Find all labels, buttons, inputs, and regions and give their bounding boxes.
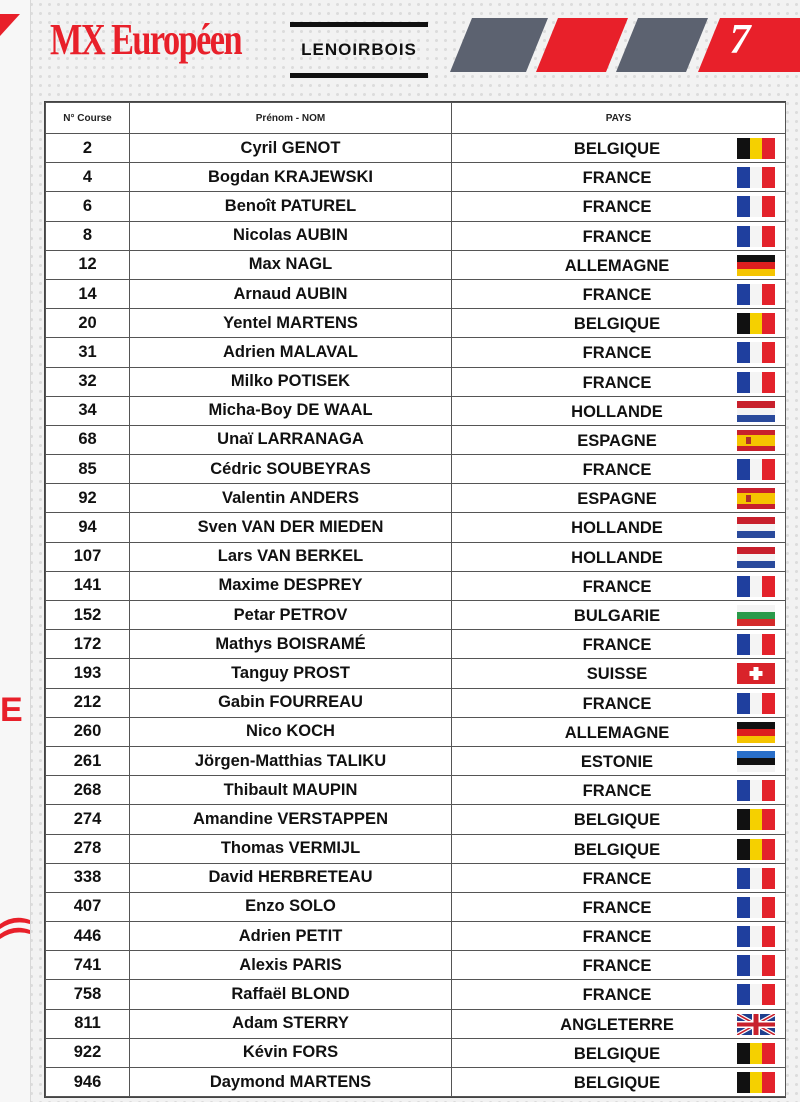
table-row — [46, 279, 786, 308]
country-name: ESPAGNE — [577, 490, 657, 509]
country-cell — [452, 892, 786, 921]
rider-name: Valentin ANDERS — [130, 484, 452, 513]
country-name: BELGIQUE — [573, 1044, 661, 1063]
page-number: 7 — [729, 17, 751, 63]
race-number: 141 — [46, 571, 130, 600]
country-name: BELGIQUE — [573, 811, 661, 830]
rider-name: Bogdan KRAJEWSKI — [130, 163, 452, 192]
race-number: 172 — [46, 630, 130, 659]
country-cell — [452, 192, 786, 221]
france-flag-icon — [737, 226, 775, 247]
table-row — [46, 250, 786, 279]
country-cell — [452, 980, 786, 1009]
column-header-country: PAYS — [452, 103, 786, 134]
table-row — [46, 601, 786, 630]
country-cell — [452, 513, 786, 542]
country-name: FRANCE — [582, 898, 652, 917]
race-number: 8 — [46, 221, 130, 250]
page-title: MX Européen — [50, 15, 241, 64]
table-row — [46, 1038, 786, 1067]
table-row — [46, 863, 786, 892]
column-header-number: N° Course — [46, 103, 130, 134]
table-row — [46, 688, 786, 717]
table-row — [46, 834, 786, 863]
rider-name: Nicolas AUBIN — [130, 221, 452, 250]
rider-name: Alexis PARIS — [130, 951, 452, 980]
country-name: FRANCE — [582, 636, 652, 655]
rider-name: Cyril GENOT — [130, 134, 452, 163]
france-flag-icon — [737, 342, 775, 363]
belgium-flag-icon — [737, 313, 775, 334]
race-number: 741 — [46, 951, 130, 980]
country-name: FRANCE — [582, 461, 652, 480]
rider-name: Mathys BOISRAMÉ — [130, 630, 452, 659]
switzerland-flag-icon — [737, 663, 775, 684]
country-cell — [452, 163, 786, 192]
country-cell — [452, 455, 786, 484]
table-row — [46, 980, 786, 1009]
table-row — [46, 163, 786, 192]
france-flag-icon — [737, 167, 775, 188]
spain-flag-icon — [737, 430, 775, 451]
race-number: 446 — [46, 922, 130, 951]
table-row — [46, 746, 786, 775]
rider-name: Raffaël BLOND — [130, 980, 452, 1009]
rider-name: Nico KOCH — [130, 717, 452, 746]
table-row — [46, 1009, 786, 1038]
france-flag-icon — [737, 459, 775, 480]
country-cell — [452, 396, 786, 425]
table-row — [46, 221, 786, 250]
country-cell — [452, 1038, 786, 1067]
rider-name: Enzo SOLO — [130, 892, 452, 921]
column-header-name: Prénom - NOM — [130, 103, 452, 134]
country-cell — [452, 250, 786, 279]
table-row — [46, 717, 786, 746]
race-number: 407 — [46, 892, 130, 921]
bulgaria-flag-icon — [737, 605, 775, 626]
spain-flag-icon — [737, 488, 775, 509]
race-number: 758 — [46, 980, 130, 1009]
race-number: 2 — [46, 134, 130, 163]
country-name: FRANCE — [582, 373, 652, 392]
germany-flag-icon — [737, 255, 775, 276]
france-flag-icon — [737, 693, 775, 714]
country-name: ESTONIE — [580, 752, 654, 771]
belgium-flag-icon — [737, 138, 775, 159]
race-number: 20 — [46, 309, 130, 338]
country-name: FRANCE — [582, 577, 652, 596]
race-number: 94 — [46, 513, 130, 542]
uk-flag-icon — [737, 1014, 775, 1035]
country-name: FRANCE — [582, 227, 652, 246]
country-cell — [452, 746, 786, 775]
country-cell — [452, 542, 786, 571]
country-cell — [452, 309, 786, 338]
rider-name: Arnaud AUBIN — [130, 279, 452, 308]
belgium-flag-icon — [737, 839, 775, 860]
table-row — [46, 455, 786, 484]
rider-name: Sven VAN DER MIEDEN — [130, 513, 452, 542]
table-row — [46, 1068, 786, 1097]
rider-name: Benoît PATUREL — [130, 192, 452, 221]
race-number: 274 — [46, 805, 130, 834]
country-cell — [452, 279, 786, 308]
country-cell — [452, 221, 786, 250]
country-name: BULGARIE — [573, 607, 661, 625]
rider-name: Amandine VERSTAPPEN — [130, 805, 452, 834]
rider-name: Maxime DESPREY — [130, 571, 452, 600]
rider-name: Tanguy PROST — [130, 659, 452, 688]
table-row — [46, 659, 786, 688]
country-cell — [452, 367, 786, 396]
rider-name: Gabin FOURREAU — [130, 688, 452, 717]
race-number: 193 — [46, 659, 130, 688]
country-name: FRANCE — [582, 694, 652, 713]
sponsor-name: LENOIRBOIS — [301, 40, 417, 59]
country-cell — [452, 688, 786, 717]
france-flag-icon — [737, 926, 775, 947]
race-number: 4 — [46, 163, 130, 192]
race-number: 68 — [46, 425, 130, 454]
race-number: 12 — [46, 250, 130, 279]
rider-name: Unaï LARRANAGA — [130, 425, 452, 454]
table-row — [46, 513, 786, 542]
left-page-edge — [0, 0, 31, 1102]
france-flag-icon — [737, 372, 775, 393]
race-number: 34 — [46, 396, 130, 425]
table-row — [46, 805, 786, 834]
table-row — [46, 338, 786, 367]
country-cell — [452, 863, 786, 892]
table-row — [46, 630, 786, 659]
sponsor-logo — [290, 22, 428, 78]
table-row — [46, 309, 786, 338]
netherlands-flag-icon — [737, 547, 775, 568]
race-number: 338 — [46, 863, 130, 892]
race-number: 6 — [46, 192, 130, 221]
race-number: 212 — [46, 688, 130, 717]
country-name: BELGIQUE — [573, 315, 661, 334]
rider-name: Milko POTISEK — [130, 367, 452, 396]
country-name: FRANCE — [582, 957, 652, 976]
country-name: ALLEMAGNE — [564, 256, 670, 275]
country-cell — [452, 601, 786, 630]
rider-name: Jörgen-Matthias TALIKU — [130, 746, 452, 775]
country-name: ESPAGNE — [577, 431, 657, 450]
table-header-row — [46, 103, 786, 134]
race-number: 92 — [46, 484, 130, 513]
country-cell — [452, 717, 786, 746]
table-row — [46, 571, 786, 600]
country-name: FRANCE — [582, 986, 652, 1005]
rider-name: Cédric SOUBEYRAS — [130, 455, 452, 484]
rider-name: Micha-Boy DE WAAL — [130, 396, 452, 425]
rider-name: Adrien PETIT — [130, 922, 452, 951]
country-cell — [452, 951, 786, 980]
country-name: BELGIQUE — [573, 140, 661, 158]
rider-name: Lars VAN BERKEL — [130, 542, 452, 571]
belgium-flag-icon — [737, 809, 775, 830]
country-cell — [452, 922, 786, 951]
country-name: ALLEMAGNE — [564, 723, 670, 742]
race-number: 85 — [46, 455, 130, 484]
rider-name: Thomas VERMIJL — [130, 834, 452, 863]
country-cell — [452, 571, 786, 600]
race-number: 261 — [46, 746, 130, 775]
country-name: FRANCE — [582, 198, 652, 217]
swoosh-icon — [0, 910, 30, 950]
belgium-flag-icon — [737, 1072, 775, 1093]
estonia-flag-icon — [737, 751, 775, 772]
page-header — [0, 0, 800, 100]
race-number: 278 — [46, 834, 130, 863]
race-number: 32 — [46, 367, 130, 396]
netherlands-flag-icon — [737, 401, 775, 422]
country-name: FRANCE — [582, 928, 652, 947]
country-cell — [452, 1068, 786, 1097]
race-number: 107 — [46, 542, 130, 571]
country-name: FRANCE — [582, 869, 652, 888]
france-flag-icon — [737, 634, 775, 655]
rider-name: Thibault MAUPIN — [130, 776, 452, 805]
rider-name: Petar PETROV — [130, 601, 452, 630]
rider-name: Daymond MARTENS — [130, 1068, 452, 1097]
netherlands-flag-icon — [737, 517, 775, 538]
table-row — [46, 134, 786, 163]
table-row — [46, 425, 786, 454]
rider-name: David HERBRETEAU — [130, 863, 452, 892]
table-row — [46, 542, 786, 571]
france-flag-icon — [737, 284, 775, 305]
country-cell — [452, 338, 786, 367]
country-name: HOLLANDE — [571, 519, 663, 538]
france-flag-icon — [737, 576, 775, 597]
race-number: 268 — [46, 776, 130, 805]
france-flag-icon — [737, 780, 775, 801]
country-name: FRANCE — [582, 344, 652, 363]
country-name: FRANCE — [582, 782, 652, 801]
race-number: 260 — [46, 717, 130, 746]
table-row — [46, 484, 786, 513]
table-row — [46, 396, 786, 425]
country-cell — [452, 834, 786, 863]
country-cell — [452, 1009, 786, 1038]
country-cell — [452, 134, 786, 163]
france-flag-icon — [737, 897, 775, 918]
race-number: 14 — [46, 279, 130, 308]
country-cell — [452, 805, 786, 834]
country-name: BELGIQUE — [573, 1074, 661, 1092]
country-name: HOLLANDE — [571, 402, 663, 421]
country-cell — [452, 425, 786, 454]
table-row — [46, 951, 786, 980]
race-number: 922 — [46, 1038, 130, 1067]
france-flag-icon — [737, 868, 775, 889]
country-cell — [452, 659, 786, 688]
rider-name: Adam STERRY — [130, 1009, 452, 1038]
table-row — [46, 922, 786, 951]
country-name: ANGLETERRE — [560, 1015, 674, 1034]
france-flag-icon — [737, 984, 775, 1005]
germany-flag-icon — [737, 722, 775, 743]
table-row — [46, 192, 786, 221]
country-cell — [452, 776, 786, 805]
race-number: 31 — [46, 338, 130, 367]
rider-name: Kévin FORS — [130, 1038, 452, 1067]
race-number: 811 — [46, 1009, 130, 1038]
table-row — [46, 892, 786, 921]
country-name: BELGIQUE — [573, 840, 661, 859]
rider-name: Max NAGL — [130, 250, 452, 279]
country-name: SUISSE — [586, 665, 648, 684]
france-flag-icon — [737, 955, 775, 976]
table-row — [46, 367, 786, 396]
rider-name: Yentel MARTENS — [130, 309, 452, 338]
country-cell — [452, 484, 786, 513]
edge-letter: E — [0, 691, 23, 729]
rider-name: Adrien MALAVAL — [130, 338, 452, 367]
table-row — [46, 776, 786, 805]
race-number: 152 — [46, 601, 130, 630]
country-cell — [452, 630, 786, 659]
country-name: HOLLANDE — [571, 548, 663, 567]
france-flag-icon — [737, 196, 775, 217]
country-name: FRANCE — [582, 169, 652, 188]
race-number: 946 — [46, 1068, 130, 1097]
country-name: FRANCE — [582, 285, 652, 304]
entry-list-table — [44, 101, 786, 1098]
belgium-flag-icon — [737, 1043, 775, 1064]
